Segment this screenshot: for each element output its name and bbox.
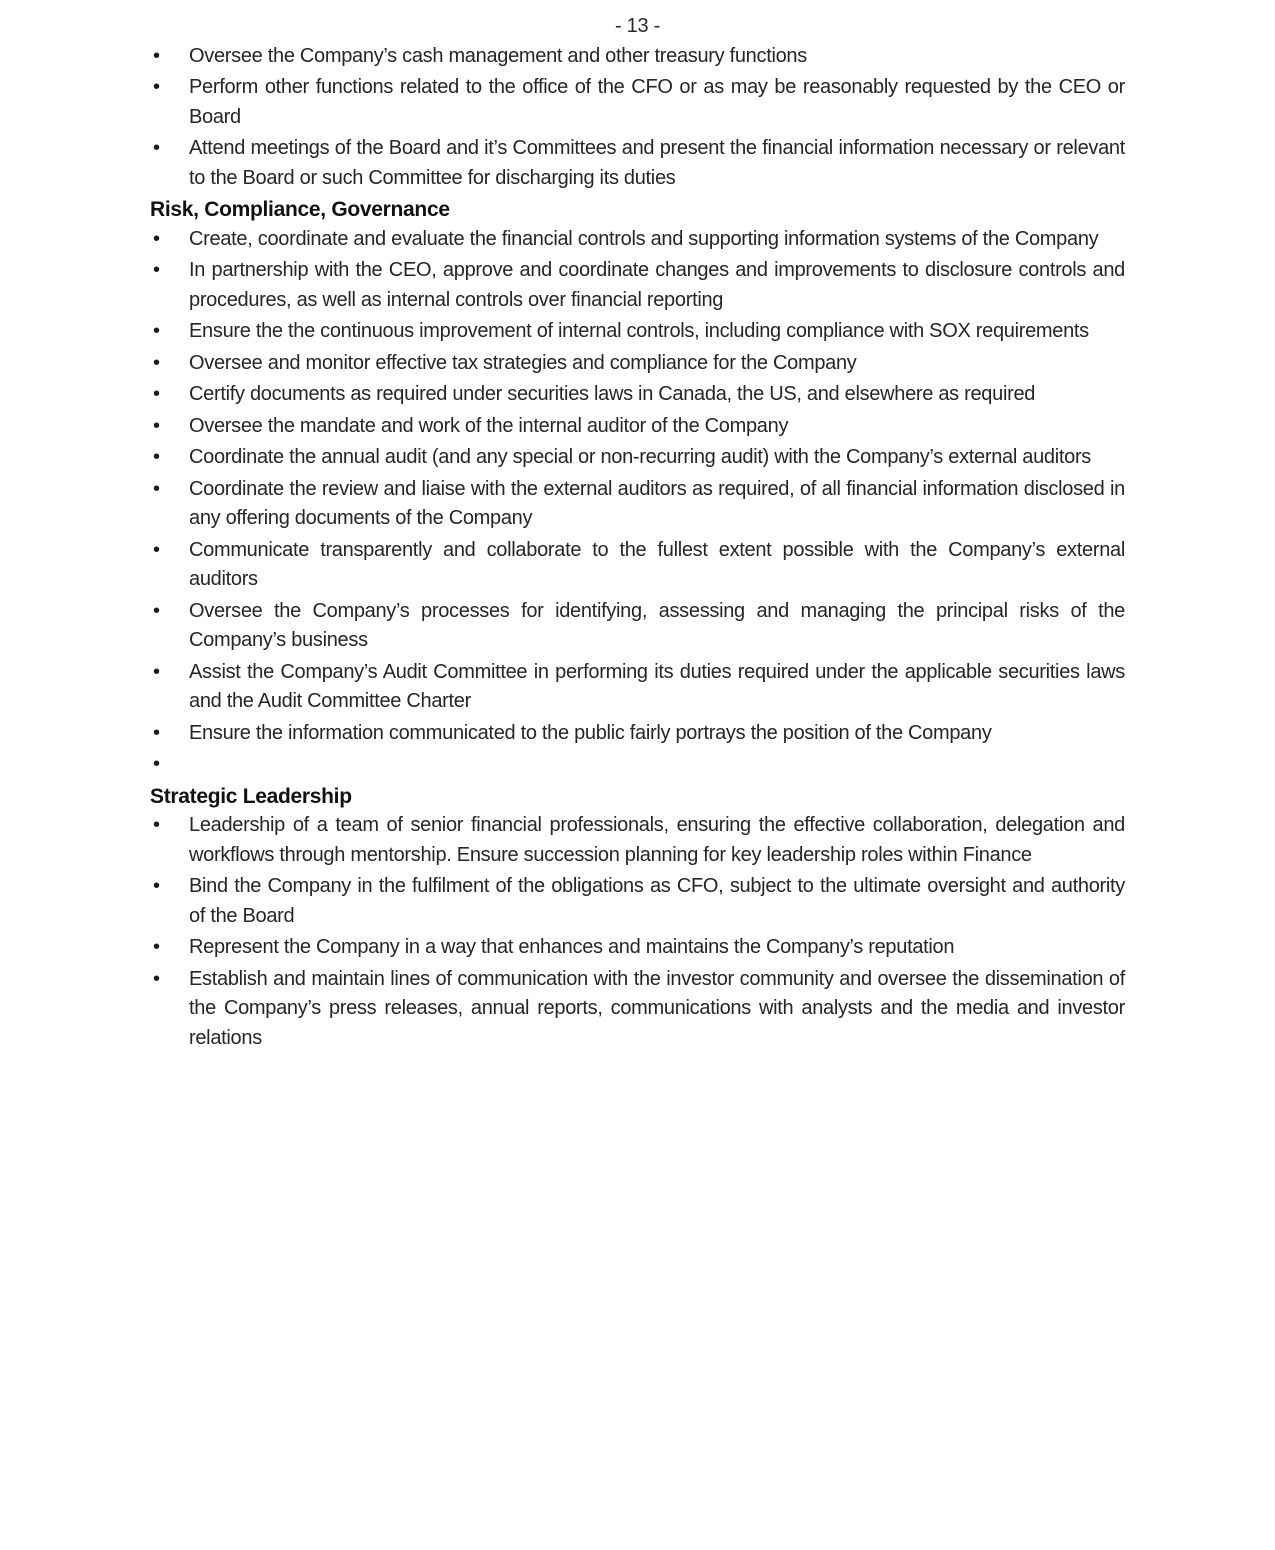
- section-heading-risk-compliance-governance: Risk, Compliance, Governance: [150, 198, 450, 221]
- list-item: • Certify documents as required under securities laws in Canada, the US, and elsewhere as required: [150, 380, 1125, 410]
- list-item: • Oversee the Company’s processes for identifying, assessing and managing the principal risks of the Company’s business: [150, 597, 1125, 656]
- bullet-list-risk-compliance-governance: [150, 225, 1125, 780]
- list-item: • Represent the Company in a way that enhances and maintains the Company’s reputation: [150, 933, 1125, 963]
- list-item: • Perform other functions related to the office of the CFO or as may be reasonably requested by the CEO or Board: [150, 73, 1125, 132]
- list-item: • Communicate transparently and collaborate to the fullest extent possible with the Company’s external auditors: [150, 536, 1125, 595]
- list-item: • Create, coordinate and evaluate the financial controls and supporting information systems of the Company: [150, 225, 1125, 255]
- list-item: • In partnership with the CEO, approve and coordinate changes and improvements to disclosure controls and procedures, as well as internal controls over financial reporting: [150, 256, 1125, 315]
- list-item: • Oversee the Company’s cash management and other treasury functions: [150, 42, 1125, 72]
- list-item-empty: [150, 750, 1125, 780]
- bullet-list-strategic-leadership: [150, 811, 1125, 1053]
- list-item: • Coordinate the review and liaise with the external auditors as required, of all financial information disclosed in any offering documents of the Company: [150, 475, 1125, 534]
- list-item: • Ensure the information communicated to the public fairly portrays the position of the Company: [150, 719, 1125, 749]
- list-item: • Bind the Company in the fulfilment of the obligations as CFO, subject to the ultimate oversight and authority of the Board: [150, 872, 1125, 931]
- section-heading-strategic-leadership: Strategic Leadership: [150, 784, 352, 808]
- list-item: • Attend meetings of the Board and it’s Committees and present the financial information necessary or relevant to the Board or such Committee for discharging its duties: [150, 134, 1125, 193]
- list-item: • Coordinate the annual audit (and any special or non-recurring audit) with the Company’s external auditors: [150, 443, 1125, 473]
- bullet-list-cfo-duties: [150, 42, 1125, 194]
- list-item: • Assist the Company’s Audit Committee in performing its duties required under the applicable securities laws and the Audit Committee Charter: [150, 658, 1125, 717]
- list-item: • Leadership of a team of senior financial professionals, ensuring the effective collaboration, delegation and workflows through mentorship. Ensure succession planning for key leadership roles within Finance: [150, 811, 1125, 870]
- list-item: • Oversee and monitor effective tax strategies and compliance for the Company: [150, 349, 1125, 379]
- list-item: • Establish and maintain lines of communication with the investor community and oversee the dissemination of the Company’s press releases, annual reports, communications with analysts and the media and investor relations: [150, 965, 1125, 1054]
- page-content: [150, 42, 1125, 1054]
- page-number: - 13 -: [615, 15, 660, 37]
- list-item: • Ensure the the continuous improvement of internal controls, including compliance with SOX requirements: [150, 317, 1125, 347]
- list-item: • Oversee the mandate and work of the internal auditor of the Company: [150, 412, 1125, 442]
